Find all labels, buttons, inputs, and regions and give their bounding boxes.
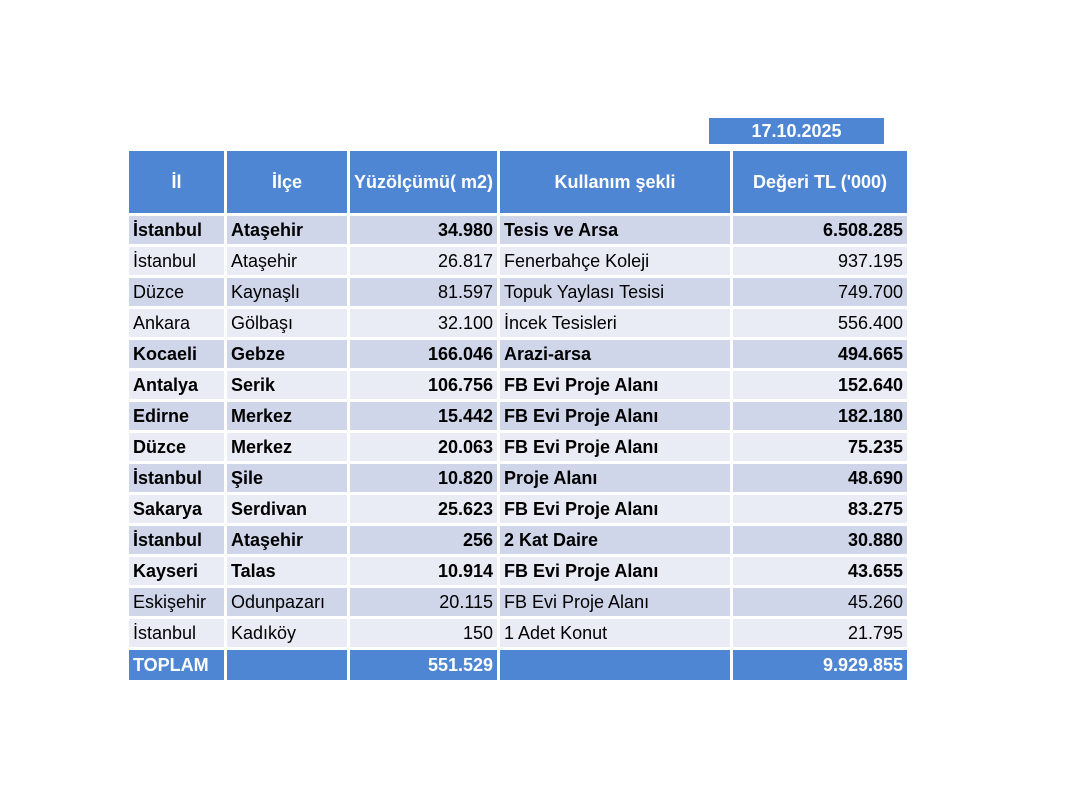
cell-degeri: 75.235 [733, 433, 907, 461]
total-yuzolcumu: 551.529 [350, 650, 497, 680]
cell-kullanim: FB Evi Proje Alanı [500, 557, 730, 585]
cell-ilce: Ataşehir [227, 216, 347, 244]
total-label: TOPLAM [129, 650, 224, 680]
col-header-degeri: Değeri TL ('000) [733, 151, 907, 213]
cell-ilce: Ataşehir [227, 526, 347, 554]
cell-yuzolcumu: 150 [350, 619, 497, 647]
cell-yuzolcumu: 256 [350, 526, 497, 554]
cell-il: İstanbul [129, 464, 224, 492]
cell-kullanim: Arazi-arsa [500, 340, 730, 368]
cell-yuzolcumu: 10.914 [350, 557, 497, 585]
cell-ilce: Odunpazarı [227, 588, 347, 616]
cell-yuzolcumu: 166.046 [350, 340, 497, 368]
header-row [129, 151, 907, 213]
cell-yuzolcumu: 34.980 [350, 216, 497, 244]
total-empty-ilce [227, 650, 347, 680]
table-row [129, 433, 907, 461]
cell-degeri: 83.275 [733, 495, 907, 523]
cell-degeri: 6.508.285 [733, 216, 907, 244]
cell-degeri: 749.700 [733, 278, 907, 306]
cell-ilce: Talas [227, 557, 347, 585]
cell-kullanim: FB Evi Proje Alanı [500, 433, 730, 461]
table-row [129, 371, 907, 399]
table-row [129, 247, 907, 275]
cell-degeri: 152.640 [733, 371, 907, 399]
cell-il: Düzce [129, 278, 224, 306]
cell-ilce: Kaynaşlı [227, 278, 347, 306]
cell-ilce: Merkez [227, 402, 347, 430]
cell-ilce: Kadıköy [227, 619, 347, 647]
table-row [129, 464, 907, 492]
table-row [129, 557, 907, 585]
table-row [129, 309, 907, 337]
cell-yuzolcumu: 20.063 [350, 433, 497, 461]
cell-yuzolcumu: 20.115 [350, 588, 497, 616]
cell-degeri: 182.180 [733, 402, 907, 430]
cell-kullanim: Proje Alanı [500, 464, 730, 492]
table-row [129, 216, 907, 244]
cell-il: İstanbul [129, 216, 224, 244]
cell-degeri: 494.665 [733, 340, 907, 368]
table-row [129, 495, 907, 523]
cell-degeri: 30.880 [733, 526, 907, 554]
table-row [129, 588, 907, 616]
cell-yuzolcumu: 25.623 [350, 495, 497, 523]
cell-yuzolcumu: 106.756 [350, 371, 497, 399]
col-header-ilce: İlçe [227, 151, 347, 213]
cell-yuzolcumu: 32.100 [350, 309, 497, 337]
cell-degeri: 48.690 [733, 464, 907, 492]
cell-ilce: Serdivan [227, 495, 347, 523]
total-empty-kullanim [500, 650, 730, 680]
cell-kullanim: Topuk Yaylası Tesisi [500, 278, 730, 306]
table-row [129, 340, 907, 368]
cell-il: İstanbul [129, 247, 224, 275]
cell-kullanim: 2 Kat Daire [500, 526, 730, 554]
table-row [129, 619, 907, 647]
cell-ilce: Gölbaşı [227, 309, 347, 337]
cell-degeri: 556.400 [733, 309, 907, 337]
cell-kullanim: İncek Tesisleri [500, 309, 730, 337]
cell-il: Eskişehir [129, 588, 224, 616]
cell-degeri: 45.260 [733, 588, 907, 616]
cell-kullanim: FB Evi Proje Alanı [500, 495, 730, 523]
cell-il: İstanbul [129, 619, 224, 647]
cell-yuzolcumu: 10.820 [350, 464, 497, 492]
real-estate-table [126, 148, 910, 683]
cell-kullanim: FB Evi Proje Alanı [500, 371, 730, 399]
cell-kullanim: Fenerbahçe Koleji [500, 247, 730, 275]
table-body [129, 216, 907, 647]
cell-degeri: 21.795 [733, 619, 907, 647]
cell-il: Edirne [129, 402, 224, 430]
cell-degeri: 937.195 [733, 247, 907, 275]
cell-yuzolcumu: 15.442 [350, 402, 497, 430]
col-header-yuzolcumu: Yüzölçümü( m2) [350, 151, 497, 213]
cell-il: Kocaeli [129, 340, 224, 368]
cell-kullanim: 1 Adet Konut [500, 619, 730, 647]
cell-yuzolcumu: 26.817 [350, 247, 497, 275]
cell-il: Düzce [129, 433, 224, 461]
table-row [129, 402, 907, 430]
total-row [129, 650, 907, 680]
cell-kullanim: Tesis ve Arsa [500, 216, 730, 244]
cell-il: Sakarya [129, 495, 224, 523]
cell-ilce: Gebze [227, 340, 347, 368]
cell-ilce: Serik [227, 371, 347, 399]
col-header-il: İl [129, 151, 224, 213]
col-header-kullanim: Kullanım şekli [500, 151, 730, 213]
cell-kullanim: FB Evi Proje Alanı [500, 588, 730, 616]
table-row [129, 278, 907, 306]
cell-kullanim: FB Evi Proje Alanı [500, 402, 730, 430]
cell-il: Antalya [129, 371, 224, 399]
cell-ilce: Ataşehir [227, 247, 347, 275]
date-header: 17.10.2025 [709, 118, 884, 144]
table-row [129, 526, 907, 554]
cell-ilce: Merkez [227, 433, 347, 461]
cell-il: Ankara [129, 309, 224, 337]
cell-ilce: Şile [227, 464, 347, 492]
cell-il: Kayseri [129, 557, 224, 585]
cell-il: İstanbul [129, 526, 224, 554]
cell-degeri: 43.655 [733, 557, 907, 585]
cell-yuzolcumu: 81.597 [350, 278, 497, 306]
total-degeri: 9.929.855 [733, 650, 907, 680]
